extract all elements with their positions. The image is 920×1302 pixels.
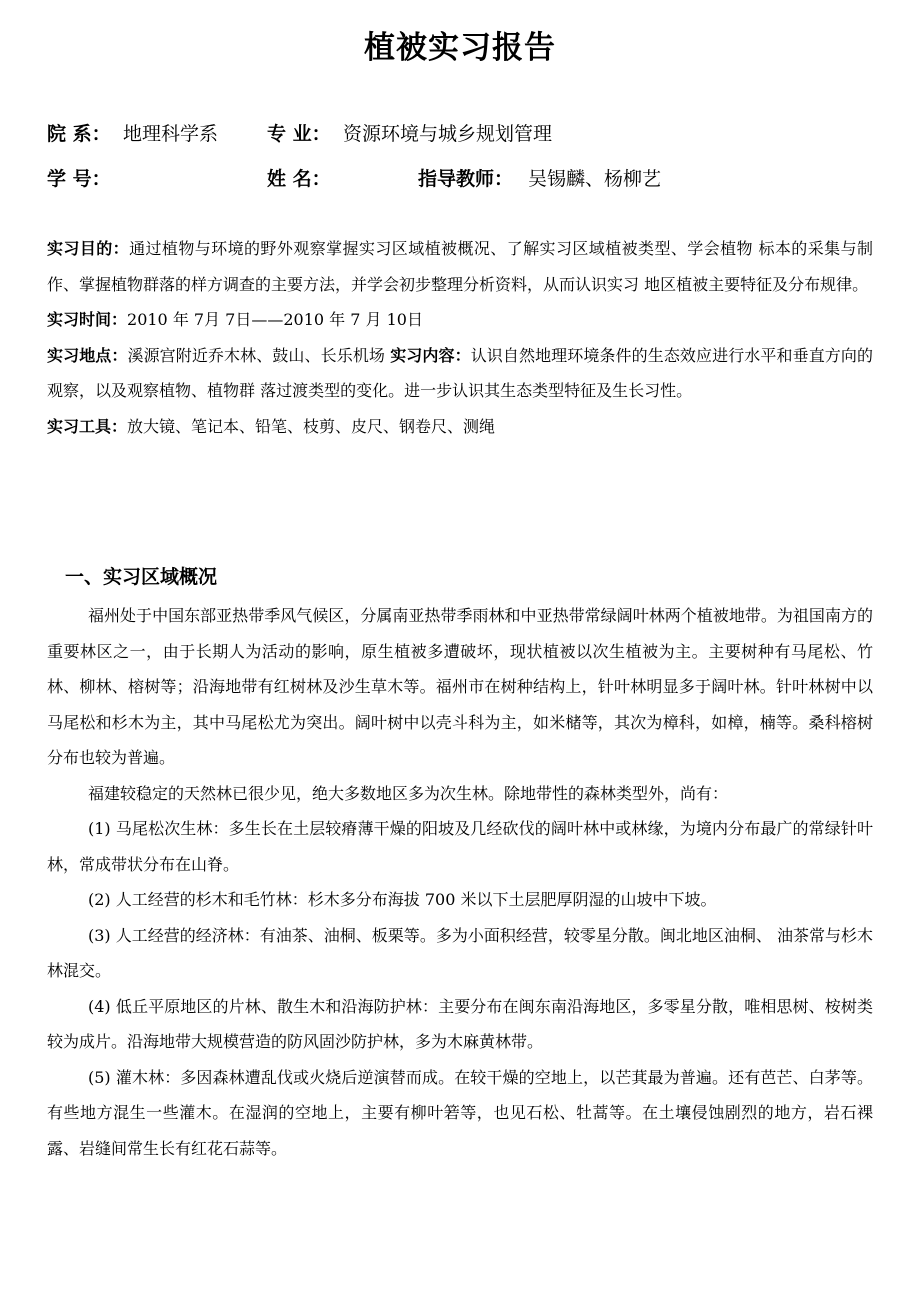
tools-text: 放大镜、笔记本、铅笔、枝剪、皮尺、钢卷尺、测绳 (127, 416, 496, 436)
intro-block (47, 231, 873, 444)
content-text: 认识自然地理环境条件的生态效应进行水平和垂直方向的观察，以及观察植物、植物群 落过渡类型的变化。进一步认识其生态类型特征及生长习性。 (47, 345, 873, 400)
major-value: 资源环境与城乡规划管理 (343, 123, 553, 145)
page-title: 植被实习报告 (364, 30, 556, 66)
dept-value: 地理科学系 (123, 123, 219, 145)
major-label: 专 业： (267, 123, 331, 145)
place-content-paragraph (47, 338, 873, 409)
section-paragraph: (4) 低丘平原地区的片林、散生木和沿海防护林：主要分布在闽东南沿海地区，多零星分散，唯相思树、桉树类较为成片。沿海地带大规模营造的防风固沙防护林，多为木麻黄林带。 (47, 996, 873, 1051)
section-paragraph: (3) 人工经营的经济林：有油茶、油桐、板栗等。多为小面积经营，较零星分散。闽北地区油桐、 油茶常与杉木林混交。 (47, 925, 873, 980)
time-label: 实习时间： (47, 310, 128, 329)
section-body (47, 598, 873, 1166)
purpose-text: 通过植物与环境的野外观察掌握实习区域植被概况、了解实习区域植被类型、学会植物 标本的采集与制作、掌握植物群落的样方调查的主要方法，并学会初步整理分析资料，从而认识实习 地区植被主要特征及分布规律。 (47, 239, 873, 294)
purpose-paragraph (47, 231, 873, 302)
student-name-label: 姓 名： (267, 168, 331, 190)
section-paragraph: (5) 灌木林：多因森林遭乱伐或火烧后逆演替而成。在较干燥的空地上，以芒萁最为普遍。还有芭芒、白茅等。有些地方混生一些灌木。在湿润的空地上，主要有柳叶箬等，也见石松、牡蒿等。在土壤侵蚀剧烈的地方，岩石裸露、岩缝间常生长有红花石蒜等。 (47, 1067, 873, 1158)
tools-paragraph (47, 409, 873, 445)
section-paragraph: 福建较稳定的天然林已很少见，绝大多数地区多为次生林。除地带性的森林类型外，尚有： (88, 783, 729, 803)
section-paragraph: (1) 马尾松次生林：多生长在土层较瘠薄干燥的阳坡及几经砍伐的阔叶林中或林缘，为境内分布最广的常绿针叶林，常成带状分布在山脊。 (47, 819, 873, 874)
section-paragraph: 福州处于中国东部亚热带季风气候区，分属南亚热带季雨林和中亚热带常绿阔叶林两个植被地带。为祖国南方的重要林区之一，由于长期人为活动的影响，原生植被多遭破坏，现状植被以次生植被为主。主要树种有马尾松、竹林、柳林、榕树等；沿海地带有红树林及沙生草木等。福州市在树种结构上，针叶林明显多于阔叶林。针叶林树中以马尾松和杉木为主，其中马尾松尤为突出。阔叶树中以壳斗科为主，如米槠等，其次为樟科，如樟，楠等。桑科榕树分布也较为普遍。 (47, 606, 873, 767)
teacher-value: 吴锡麟、杨柳艺 (528, 168, 662, 190)
section-heading: 一、实习区域概况 (65, 566, 218, 588)
place-label: 实习地点： (47, 345, 128, 365)
time-text: 2010 年 7月 7日——2010 年 7 月 10日 (127, 310, 423, 329)
purpose-label: 实习目的： (47, 239, 130, 258)
teacher-label: 指导教师： (418, 168, 514, 190)
content-label: 实习内容： (390, 345, 471, 365)
place-text: 溪源宫附近乔木林、鼓山、长乐机场 (127, 345, 391, 365)
time-paragraph (47, 302, 873, 338)
student-id-label: 学 号： (47, 168, 111, 190)
dept-label: 院 系： (47, 123, 111, 145)
tools-label: 实习工具： (47, 416, 128, 436)
section-paragraph: (2) 人工经营的杉木和毛竹林：杉木多分布海拔 700 米以下土层肥厚阴湿的山坡中下坡。 (88, 890, 717, 909)
